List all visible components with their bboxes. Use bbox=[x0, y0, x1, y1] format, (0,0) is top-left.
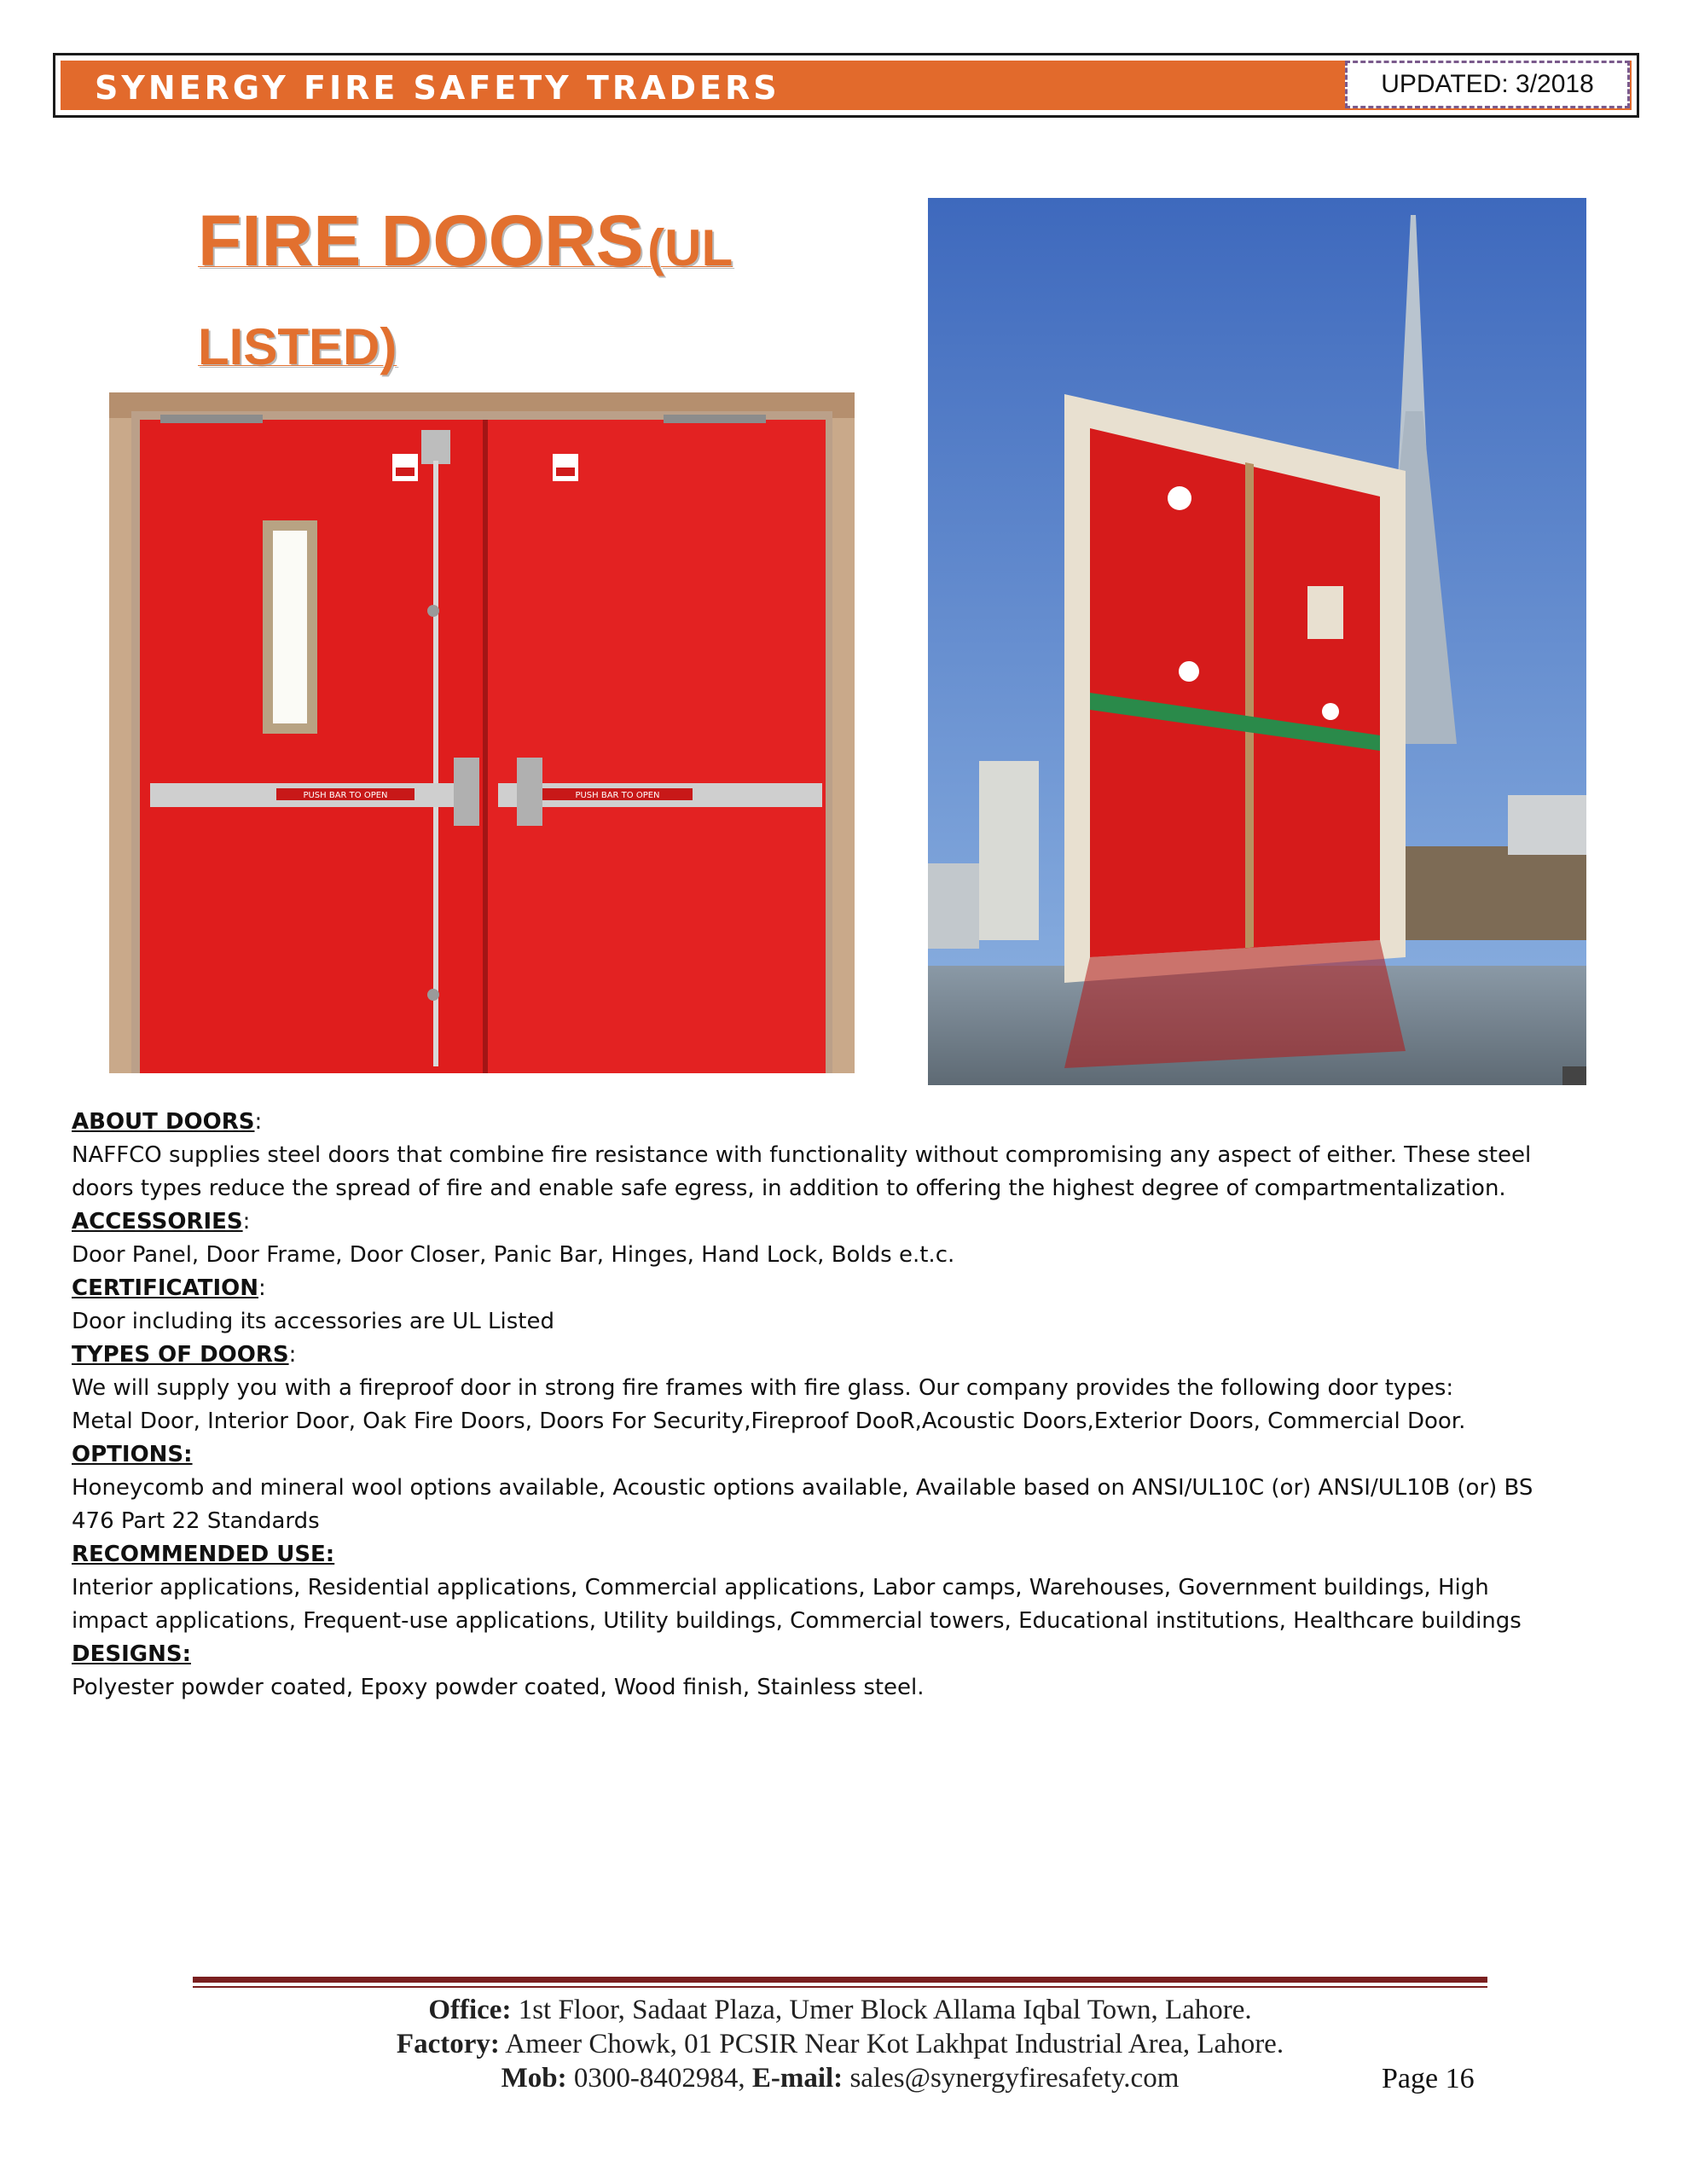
title-suffix: (UL bbox=[647, 219, 733, 276]
section-heading-about: ABOUT DOORS bbox=[72, 1109, 255, 1135]
content-body bbox=[72, 1106, 1556, 1705]
footer-contact bbox=[193, 1993, 1487, 2095]
page-number: Page 16 bbox=[1382, 2063, 1475, 2094]
photo-corner-tab bbox=[1562, 1066, 1586, 1085]
section-colon-certification: : bbox=[258, 1275, 266, 1301]
section-text-types-list: Metal Door, Interior Door, Oak Fire Doors, Doors For Security,Fireproof DooR,Acoustic Doors,Exterior Doors, Commercial Door. bbox=[72, 1409, 1466, 1434]
email-address[interactable]: sales@synergyfiresafety.com bbox=[843, 2063, 1180, 2094]
brand-name: SYNERGY FIRE SAFETY TRADERS bbox=[95, 69, 780, 107]
office-label: Office: bbox=[428, 1995, 512, 2025]
fire-door-photo bbox=[109, 392, 855, 1073]
push-bar-label-left: PUSH BAR TO OPEN bbox=[303, 791, 388, 800]
header-bar bbox=[53, 53, 1639, 118]
section-text-about: NAFFCO supplies steel doors that combine fire resistance with functionality without compromising any aspect of either. These steel doors types reduce the spread of fire and enable safe egress, in addition to offering the highest degree of compartmentalization. bbox=[72, 1142, 1532, 1201]
push-bar-label-right: PUSH BAR TO OPEN bbox=[575, 791, 660, 800]
mob-number: 0300-8402984, bbox=[566, 2063, 752, 2094]
section-heading-designs: DESIGNS: bbox=[72, 1641, 191, 1667]
section-colon-accessories: : bbox=[242, 1209, 251, 1234]
section-heading-recommended: RECOMMENDED USE: bbox=[72, 1542, 335, 1567]
tower-door-photo bbox=[928, 198, 1586, 1085]
title-main: FIRE DOORS bbox=[198, 200, 644, 281]
page-title bbox=[198, 198, 795, 404]
footer-rule-thick bbox=[193, 1977, 1487, 1983]
section-text-designs: Polyester powder coated, Epoxy powder coated, Wood finish, Stainless steel. bbox=[72, 1675, 925, 1700]
factory-label: Factory: bbox=[396, 2029, 500, 2059]
footer-factory bbox=[193, 2027, 1487, 2061]
section-text-recommended: Interior applications, Residential applications, Commercial applications, Labor camps, Warehouses, Government buildings, High impact applications, Frequent-use applications, Utility buildings, Commercial towers, Educational institutions, Healthcare buildings bbox=[72, 1575, 1522, 1634]
section-text-options: Honeycomb and mineral wool options available, Acoustic options available, Available based on ANSI/UL10C (or) ANSI/UL10B (or) BS 476 Part 22 Standards bbox=[72, 1475, 1533, 1534]
section-colon-about: : bbox=[254, 1109, 263, 1135]
mob-label: Mob: bbox=[501, 2063, 567, 2094]
footer-office bbox=[193, 1993, 1487, 2027]
factory-address: Ameer Chowk, 01 PCSIR Near Kot Lakhpat Industrial Area, Lahore. bbox=[499, 2029, 1284, 2059]
section-text-accessories: Door Panel, Door Frame, Door Closer, Panic Bar, Hinges, Hand Lock, Bolds e.t.c. bbox=[72, 1242, 955, 1268]
office-address: 1st Floor, Sadaat Plaza, Umer Block Allama Iqbal Town, Lahore. bbox=[511, 1995, 1252, 2025]
section-colon-types: : bbox=[288, 1342, 297, 1368]
email-label: E-mail: bbox=[751, 2063, 844, 2094]
section-heading-certification: CERTIFICATION bbox=[72, 1275, 258, 1301]
footer-mob-email bbox=[193, 2061, 1487, 2095]
section-text-types: We will supply you with a fireproof door in strong fire frames with fire glass. Our company provides the following door types: bbox=[72, 1375, 1454, 1401]
footer-rule-thin bbox=[193, 1986, 1487, 1988]
title-line2: LISTED) bbox=[198, 318, 397, 375]
section-text-certification: Door including its accessories are UL Listed bbox=[72, 1309, 554, 1334]
updated-badge: UPDATED: 3/2018 bbox=[1345, 61, 1630, 108]
section-heading-accessories: ACCESSORIES bbox=[72, 1209, 243, 1234]
section-heading-types: TYPES OF DOORS bbox=[72, 1342, 289, 1368]
section-heading-options: OPTIONS: bbox=[72, 1442, 193, 1467]
